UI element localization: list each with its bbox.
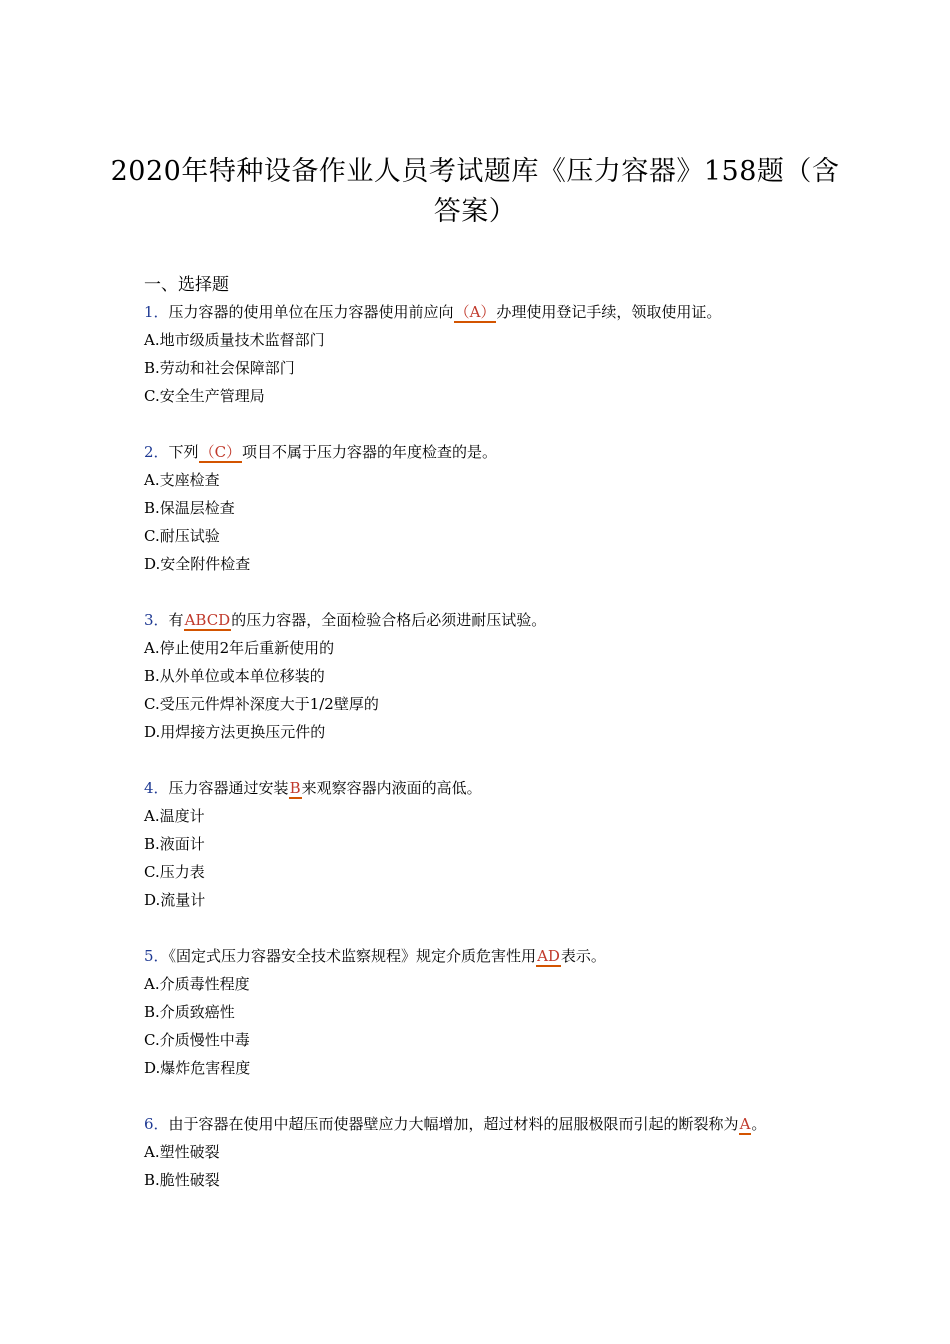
question-2 [144, 438, 824, 578]
question-5 [144, 942, 824, 1082]
question-stem [144, 942, 824, 970]
question-stem [144, 1110, 824, 1138]
question-4 [144, 774, 824, 914]
question-number: 1． [144, 303, 169, 321]
option-a: A.停止使用2年后重新使用的 [144, 639, 335, 657]
option-c: C.安全生产管理局 [144, 387, 265, 405]
answer-blank: ABCD [184, 611, 231, 629]
question-text-before: 由于容器在使用中超压而使器壁应力大幅增加，超过材料的屈服极限而引起的断裂称为 [168, 1115, 739, 1133]
option-a: A.介质毒性程度 [144, 975, 250, 993]
answer-blank: AD [537, 947, 560, 965]
answer-blank: （C） [199, 443, 242, 461]
option-c: C.压力表 [144, 863, 205, 881]
option-c: C.耐压试验 [144, 527, 220, 545]
option-b: B.液面计 [144, 835, 205, 853]
option-d: D.用焊接方法更换压元件的 [144, 723, 326, 741]
question-text-after: 来观察容器内液面的高低。 [301, 779, 482, 797]
option-c: C.介质慢性中毒 [144, 1031, 250, 1049]
option-a: A.温度计 [144, 807, 205, 825]
option-b: B.从外单位或本单位移装的 [144, 667, 325, 685]
question-stem [144, 438, 824, 466]
question-number: 4． [144, 779, 169, 797]
question-stem [144, 298, 824, 326]
question-number: 2． [144, 443, 169, 461]
option-b: B.保温层检查 [144, 499, 235, 517]
question-text-before: 有 [168, 611, 184, 629]
question-6 [144, 1110, 824, 1194]
section-heading: 一、选择题 [144, 275, 229, 295]
question-text-after: 办理使用登记手续，领取使用证。 [496, 303, 722, 321]
question-text-before: 下列 [168, 443, 199, 461]
option-b: B.介质致癌性 [144, 1003, 235, 1021]
question-text-after: 。 [751, 1115, 767, 1133]
question-1 [144, 298, 824, 410]
question-number: 6． [144, 1115, 169, 1133]
option-b: B.脆性破裂 [144, 1171, 220, 1189]
option-a: A.塑性破裂 [144, 1143, 220, 1161]
question-text-before: 压力容器的使用单位在压力容器使用前应向 [168, 303, 454, 321]
option-d: D.安全附件检查 [144, 555, 251, 573]
option-a: A.地市级质量技术监督部门 [144, 331, 325, 349]
option-c: C.受压元件焊补深度大于1/2壁厚的 [144, 695, 379, 713]
question-3 [144, 606, 824, 746]
question-stem [144, 774, 824, 802]
answer-blank: B [289, 779, 301, 797]
answer-blank: （A） [454, 303, 496, 321]
question-number: 3． [144, 611, 169, 629]
question-text-after: 项目不属于压力容器的年度检查的是。 [242, 443, 498, 461]
question-number: 5． [144, 947, 169, 965]
question-text-after: 的压力容器，全面检验合格后必须进耐压试验。 [231, 611, 547, 629]
option-d: D.流量计 [144, 891, 206, 909]
question-stem [144, 606, 824, 634]
question-text-after: 表示。 [560, 947, 606, 965]
option-b: B.劳动和社会保障部门 [144, 359, 295, 377]
question-text-before: 《固定式压力容器安全技术监察规程》规定介质危害性用 [168, 947, 537, 965]
question-list [144, 298, 824, 1222]
document-title: 2020年特种设备作业人员考试题库《压力容器》158题（含答案） [110, 156, 840, 227]
question-text-before: 压力容器通过安装 [168, 779, 289, 797]
answer-blank: A [739, 1115, 751, 1133]
option-d: D.爆炸危害程度 [144, 1059, 251, 1077]
option-a: A.支座检查 [144, 471, 220, 489]
